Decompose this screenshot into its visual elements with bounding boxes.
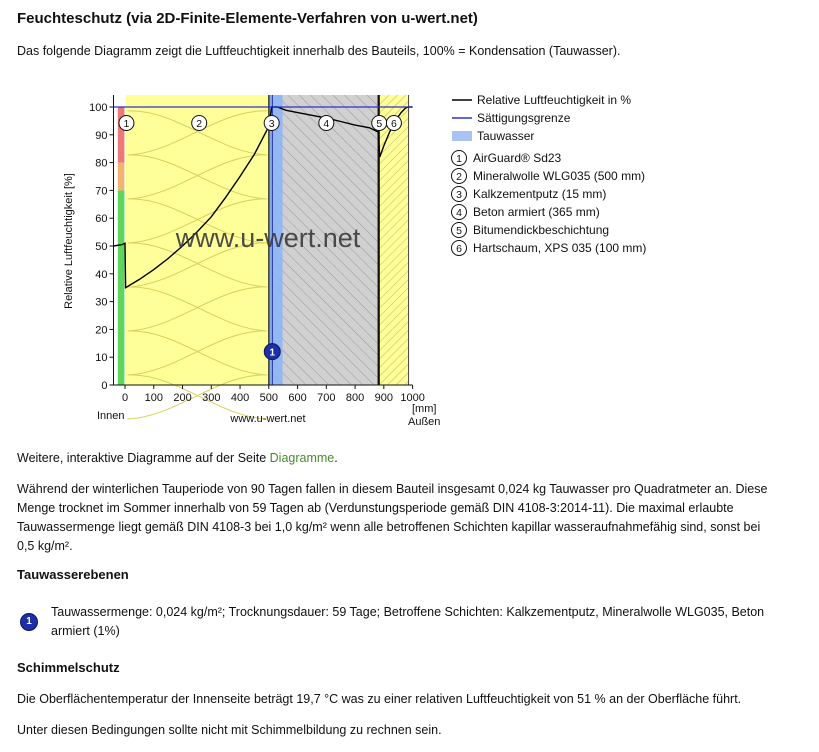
y-tick-label: 60: [95, 213, 108, 226]
humidity-chart: [0, 75, 819, 440]
chart-watermark: www.u-wert.net: [175, 223, 361, 253]
legend-item: [452, 129, 534, 143]
layer-marker-2: [192, 116, 207, 131]
y-tick-label: 30: [95, 296, 108, 309]
x-tick-label: 200: [173, 392, 192, 404]
layer-marker-4: [319, 116, 334, 131]
layer-legend-number: 3: [456, 189, 462, 201]
legend-item: [452, 111, 571, 125]
inside-label: Innen: [97, 410, 125, 422]
mold-text-1: Die Oberflächentemperatur der Innenseite beträgt 19,7 °C was zu einer relativen Luftfeuchtigkeit von 51 % an der Oberfläche führt.: [17, 692, 742, 706]
layer-marker-5: [372, 116, 387, 131]
tau-heading: Tauwasserebenen: [17, 567, 129, 582]
layer-marker-number: 3: [268, 118, 275, 130]
x-tick-label: 100: [144, 392, 163, 404]
x-tick-label: 900: [374, 392, 394, 404]
layer-legend-item: [452, 151, 562, 166]
layer-marker-number: 2: [196, 118, 203, 130]
layer-legend-name: Kalkzementputz (15 mm): [473, 187, 607, 201]
diagrams-link[interactable]: Diagramme: [269, 451, 335, 465]
layer-legend-item: [452, 223, 610, 238]
layer-legend-number: 1: [456, 153, 462, 165]
legend: [452, 93, 647, 256]
y-tick-label: 50: [95, 241, 108, 253]
legend-swatch-box: [452, 131, 472, 141]
more-diagrams-suffix: .: [334, 451, 338, 465]
x-tick-label: 500: [259, 392, 278, 404]
condensation-marker-number: 1: [269, 347, 276, 359]
x-tick-label: 400: [230, 392, 250, 404]
x-tick-label: 1000: [400, 392, 425, 404]
y-tick-label: 0: [101, 380, 108, 392]
legend-item: [452, 93, 631, 107]
layer-marker-number: 6: [390, 118, 397, 130]
layer-band-6: [380, 95, 409, 385]
x-axis-unit: [mm]: [412, 403, 437, 415]
x-tick-label: 600: [288, 392, 307, 404]
layer-marker-3: [264, 116, 279, 131]
more-diagrams-text: [17, 449, 338, 468]
layer-legend-name: Mineralwolle WLG035 (500 mm): [473, 169, 646, 183]
y-axis-label: Relative Luftfeuchtigkeit [%]: [63, 173, 75, 309]
page-title: Feuchteschutz (via 2D-Finite-Elemente-Verfahren von u-wert.net): [17, 10, 478, 27]
layer-legend-number: 5: [456, 225, 462, 237]
y-tick-label: 70: [95, 185, 108, 198]
inside-bar-segment: [118, 190, 125, 385]
chart-source: www.u-wert.net: [230, 413, 306, 425]
x-tick-label: 0: [121, 392, 129, 404]
y-tick-label: 20: [95, 324, 108, 337]
layer-legend-number: 6: [456, 243, 462, 255]
layer-legend-name: Beton armiert (365 mm): [473, 205, 600, 219]
tau-text: Tauwassermenge: 0,024 kg/m²; Trocknungsdauer: 59 Tage; Betroffene Schichten: Kalkzementputz, Mineralwolle WLG035, Beton armiert (1%): [51, 605, 765, 638]
layer-legend-number: 4: [456, 207, 462, 219]
layer-legend-name: Bitumendickbeschichtung: [473, 223, 610, 237]
inside-bar-segment: [118, 107, 125, 163]
y-tick-label: 100: [89, 102, 108, 114]
condensation-marker: [264, 344, 280, 360]
layer-legend-item: [452, 205, 600, 220]
layer-marker-1: [119, 116, 134, 131]
mold-text-2: Unter diesen Bedingungen sollte nicht mit Schimmelbildung zu rechnen sein.: [17, 723, 442, 737]
y-tick-label: 80: [95, 157, 108, 170]
legend-label: Sättigungsgrenze: [477, 111, 571, 125]
legend-label: Tauwasser: [477, 129, 535, 143]
x-tick-label: 700: [317, 392, 336, 404]
x-tick-label: 800: [345, 392, 365, 404]
y-tick-label: 90: [95, 129, 108, 142]
intro-text: Das folgende Diagramm zeigt die Luftfeuchtigkeit innerhalb des Bauteils, 100% = Kondensation (Tauwasser).: [17, 44, 621, 58]
layer-legend-item: [452, 169, 646, 184]
layer-legend-name: AirGuard® Sd23: [473, 151, 562, 165]
tau-badge-number: 1: [20, 613, 38, 631]
layer-legend-item: [452, 241, 647, 256]
layer-legend-name: Hartschaum, XPS 035 (100 mm): [473, 241, 647, 255]
layer-legend-number: 2: [456, 171, 462, 183]
layer-marker-6: [386, 116, 401, 131]
y-tick-label: 40: [95, 268, 108, 281]
more-diagrams-prefix: Weitere, interaktive Diagramme auf der Seite: [17, 451, 270, 465]
legend-label: Relative Luftfeuchtigkeit in %: [477, 93, 632, 107]
summary-text: Während der winterlichen Tauperiode von 90 Tagen fallen in diesem Bauteil insgesamt 0,024 kg Tauwasser pro Quadratmeter an. Diese Menge trocknet im Sommer innerhalb von 59 Tagen ab (Verdunstungsperiode gemäß DIN 4108-3:2014-11). Die maximal erlaubte Tauwassermenge liegt gemäß DIN 4108-3 bei 1,0 kg/m² wenn alle betroffenen Schichten kapillar wasseraufnahmefähig sind, sonst bei 0,5 kg/m².: [17, 482, 768, 553]
layer-marker-number: 1: [123, 118, 130, 130]
layer-marker-number: 4: [323, 118, 330, 130]
inside-bar-segment: [118, 163, 125, 191]
tau-badge: [20, 611, 38, 631]
layer-legend-item: [452, 187, 607, 202]
y-tick-label: 10: [95, 352, 108, 365]
mold-heading: Schimmelschutz: [17, 660, 120, 675]
x-tick-label: 300: [202, 392, 221, 404]
layer-marker-number: 5: [376, 118, 383, 130]
outside-label: Außen: [408, 416, 441, 428]
